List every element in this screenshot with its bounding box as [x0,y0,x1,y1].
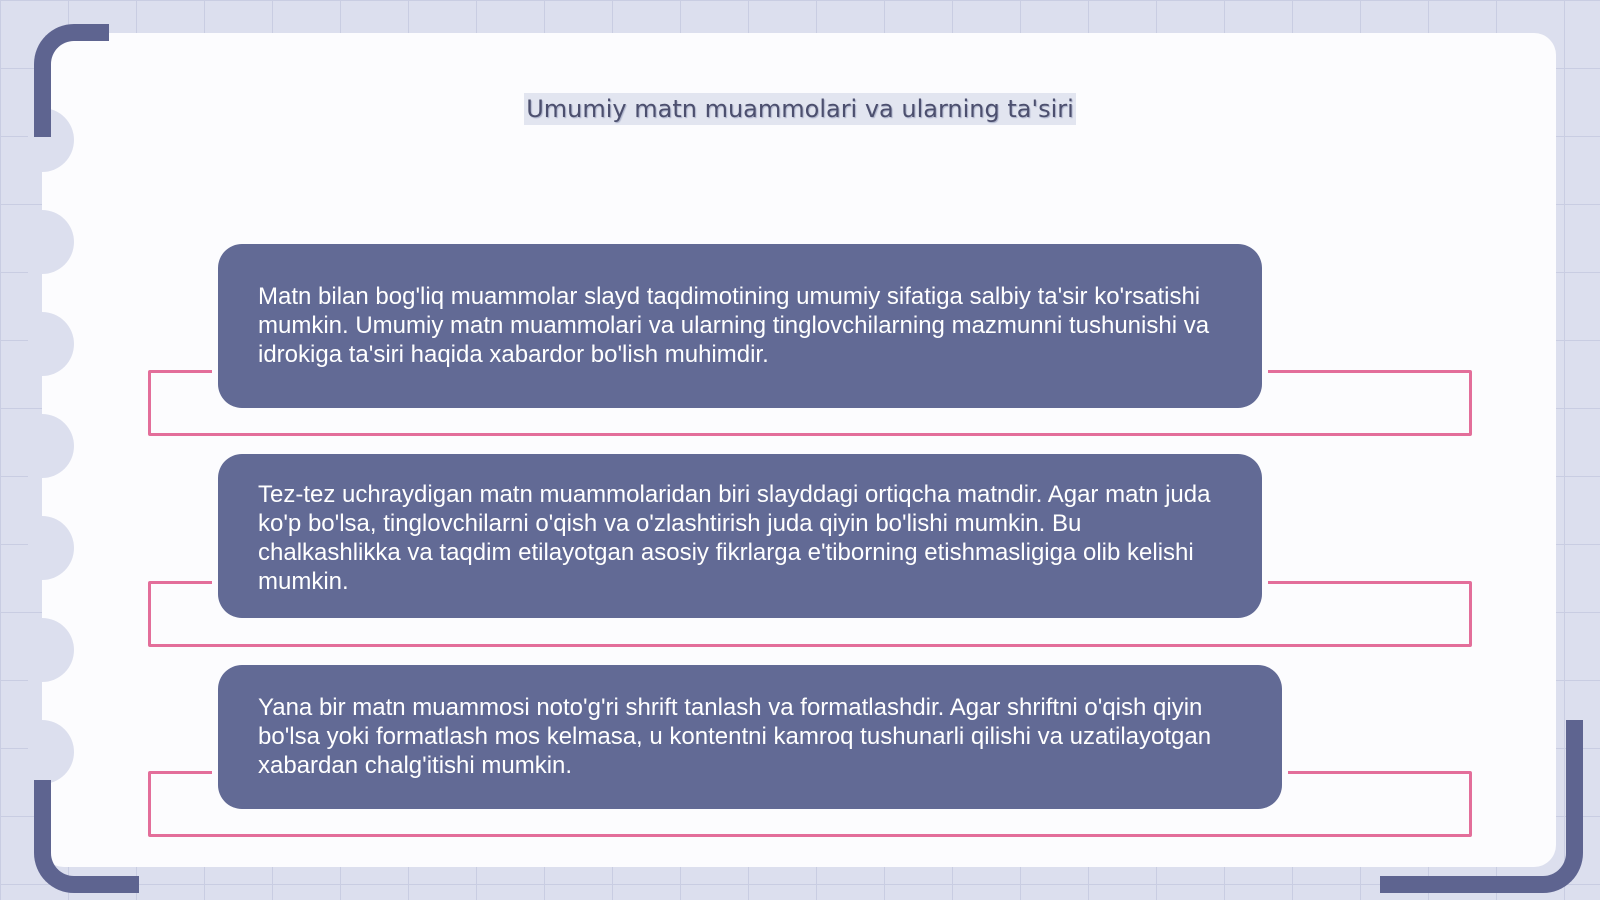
slide-title [0,95,1600,123]
text-card-3: Yana bir matn muammosi noto'g'ri shrift tanlash va formatlashdir. Agar shriftni o'qish qiyin bo'lsa yoki formatlash mos kelmasa, u kontentni kamroq tushunarli qilishi va uzatilayotgan xabardan chalg'itishi mumkin. [218,665,1282,809]
text-card-1: Matn bilan bog'liq muammolar slayd taqdimotining umumiy sifatiga salbiy ta'sir ko'rsatishi mumkin. Umumiy matn muammolari va ularning tinglovchilarning mazmunni tushunishi va idrokiga ta'siri haqida xabardor bo'lish muhimdir. [218,244,1262,408]
text-card-2: Tez-tez uchraydigan matn muammolaridan biri slayddagi ortiqcha matndir. Agar matn juda ko'p bo'lsa, tinglovchilarni o'qish va o'zlashtirish juda qiyin bo'lishi mumkin. Bu chalkashlikka va taqdim etilayotgan asosiy fikrlarga e'tiborning etishmasligiga olib kelishi mumkin. [218,454,1262,618]
slide-title-text: Umumiy matn muammolari va ularning ta'siri [526,95,1074,123]
corner-bracket-bottom-left [34,780,139,893]
